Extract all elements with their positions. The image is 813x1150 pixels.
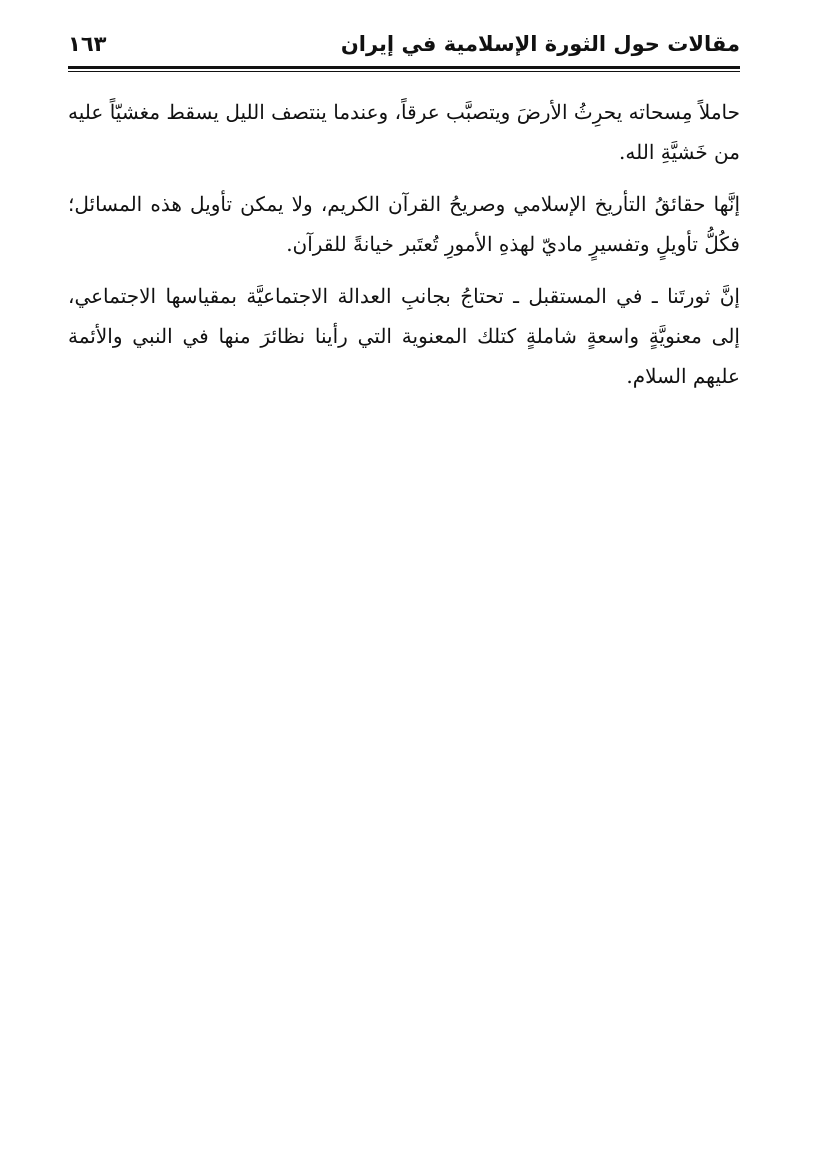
header-rule-thick bbox=[68, 66, 740, 69]
page-header bbox=[68, 28, 740, 62]
running-title: مقالات حول الثورة الإسلامية في إيران bbox=[340, 32, 740, 56]
paragraph-3: إنَّ ثورتَنا ـ في المستقبل ـ تحتاجُ بجانبِ العدالة الاجتماعيَّة بمقياسها الاجتماعي، إلى معنويَّةٍ واسعةٍ شاملةٍ كتلك المعنوية التي رأينا نظائرَ منها في النبي والأئمة عليهم السلام. bbox=[68, 284, 740, 388]
paragraph-2: إنَّها حقائقُ التأريخ الإسلامي وصريحُ القرآن الكريم، ولا يمكن تأويل هذه المسائل؛ فكُلُّ تأويلٍ وتفسيرٍ ماديّ لهذهِ الأمورِ تُعتَبر خيانةً للقرآن. bbox=[68, 192, 740, 256]
paragraph-1: حاملاً مِسحاته يحرِثُ الأرضَ ويتصبَّب عرقاً، وعندما ينتصف الليل يسقط مغشيّاً عليه من خَشيَّةِ الله. bbox=[68, 100, 740, 164]
header-rule-thin bbox=[68, 71, 740, 72]
page-number: ١٦٣ bbox=[68, 32, 107, 56]
body-text bbox=[68, 92, 740, 408]
